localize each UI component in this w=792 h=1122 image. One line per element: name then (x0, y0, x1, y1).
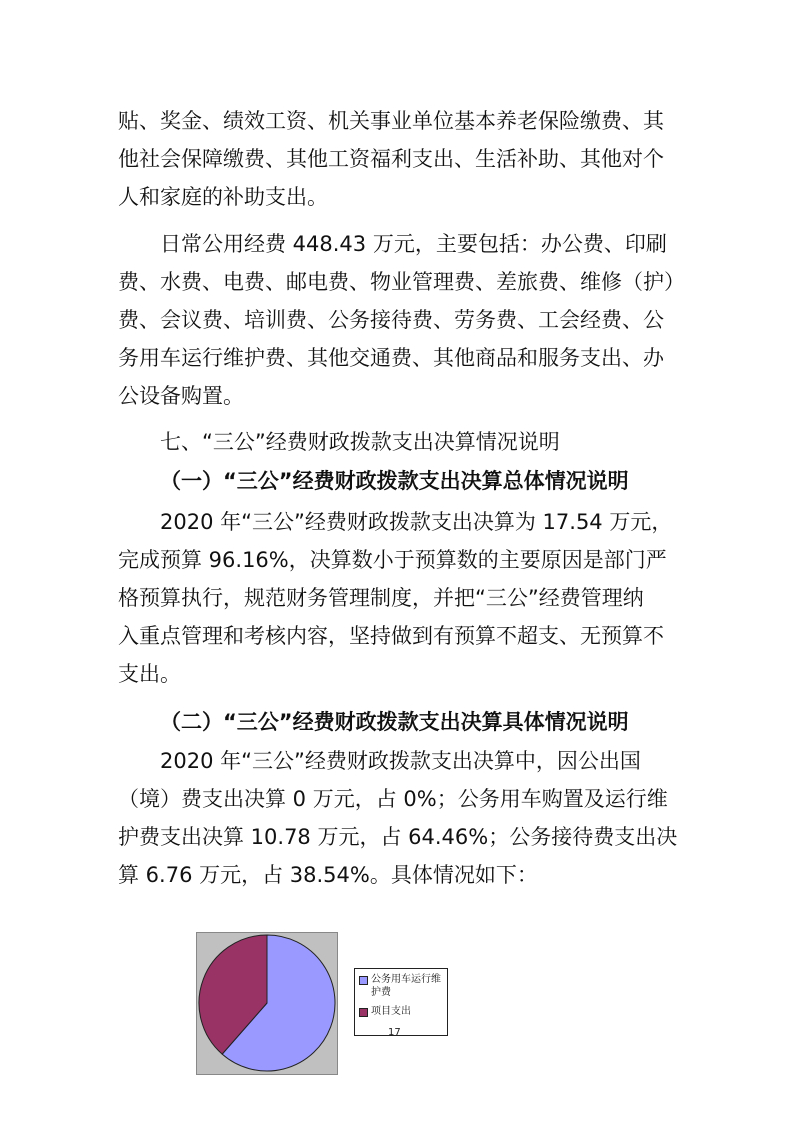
text-line: 支出。 (118, 662, 181, 686)
heading-text: （二）“三公”经费财政拨款支出决算具体情况说明 (160, 710, 629, 734)
legend-label: 项目支出 (371, 1006, 411, 1017)
text-line: （境）费支出决算 0 万元，占 0%；公务用车购置及运行维 (118, 787, 668, 811)
legend-label: 公务用车运行维护费 (371, 974, 441, 998)
text-line: 日常公用经费 448.43 万元，主要包括：办公费、印刷 (160, 232, 667, 256)
pie-chart-svg (197, 933, 337, 1074)
subsection-heading-detail (118, 703, 678, 741)
text-line: 他社会保障缴费、其他工资福利支出、生活补助、其他对个 (118, 147, 664, 171)
text-line: 人和家庭的补助支出。 (118, 185, 328, 209)
legend-item-vehicle (359, 973, 445, 999)
subsection-heading-overall (118, 462, 678, 500)
section-heading (118, 423, 678, 461)
legend-item-project (359, 1005, 445, 1018)
chart-legend (354, 968, 448, 1036)
text-line: 2020 年“三公”经费财政拨款支出决算中，因公出国 (160, 749, 641, 773)
heading-text: 七、“三公”经费财政拨款支出决算情况说明 (160, 430, 560, 454)
text-line: 格预算执行，规范财务管理制度，并把“三公”经费管理纳 (118, 586, 644, 610)
legend-swatch (359, 1008, 368, 1017)
heading-text: （一）“三公”经费财政拨款支出决算总体情况说明 (160, 469, 629, 493)
text-line: 护费支出决算 10.78 万元，占 64.46%；公务接待费支出决 (118, 825, 678, 849)
paragraph-detail-explanation (118, 742, 678, 894)
text-line: 费、水费、电费、邮电费、物业管理费、差旅费、维修（护） (118, 270, 685, 294)
text-line: 公设备购置。 (118, 384, 244, 408)
text-line: 完成预算 96.16%，决算数小于预算数的主要原因是部门严 (118, 548, 667, 572)
text-line: 费、会议费、培训费、公务接待费、劳务费、工会经费、公 (118, 308, 664, 332)
paragraph-public-expenses (118, 225, 685, 415)
text-line: 入重点管理和考核内容，坚持做到有预算不超支、无预算不 (118, 624, 664, 648)
text-line: 务用车运行维护费、其他交通费、其他商品和服务支出、办 (118, 346, 664, 370)
page-number: 17 (388, 1027, 401, 1038)
text-line: 贴、奖金、绩效工资、机关事业单位基本养老保险缴费、其 (118, 109, 664, 133)
paragraph-personnel-expenses (118, 102, 678, 216)
pie-chart (196, 932, 338, 1075)
text-line: 算 6.76 万元，占 38.54%。具体情况如下： (118, 863, 538, 887)
legend-swatch (359, 976, 368, 985)
paragraph-overall-explanation (118, 503, 678, 693)
text-line: 2020 年“三公”经费财政拨款支出决算为 17.54 万元， (160, 510, 673, 534)
